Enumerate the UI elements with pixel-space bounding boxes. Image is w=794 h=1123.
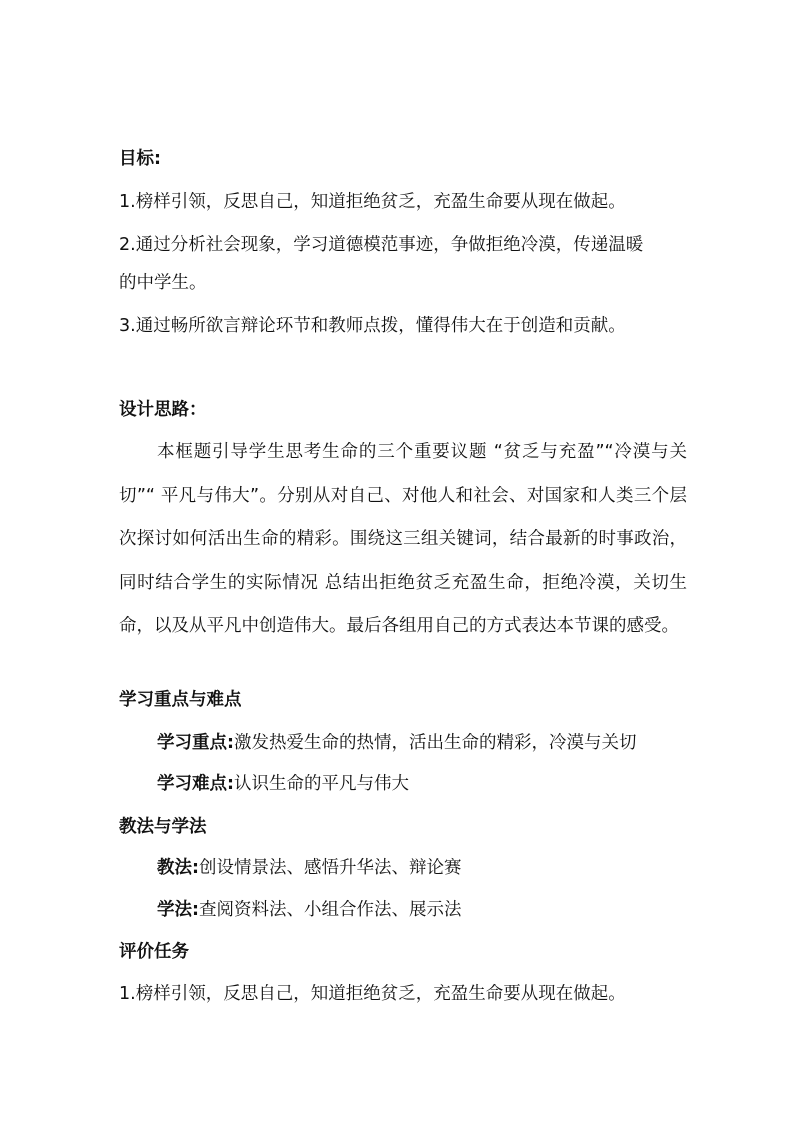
goal-item-3: 3.通过畅所欲言辩论环节和教师点拨，懂得伟大在于创造和贡献。 [119, 316, 626, 336]
goal-item-2-line-2: 的中学生。 [119, 273, 207, 293]
design-paragraph: 本框题引导学生思考生命的三个重要议题 “贫乏与充盈”“冷漠与关切”“ 平凡与伟大”。分别从对自己、对他人和社会、对国家和人类三个层次探讨如何活出生命的精彩。围绕这三组关键词，结合最新的时事政治，同时结合学生的实际情况 总结出拒绝贫乏充盈生命，拒绝冷漠，关切生命，以及从平凡中创造伟大。最后各组用自己的方式表达本节课的感受。 [119, 442, 687, 636]
goal-item-2-line-1: 2.通过分析社会现象，学习道德模范事迹，争做拒绝冷漠，传递温暖 [119, 235, 644, 255]
teaching-label: 教法: [157, 858, 199, 878]
focus-line [157, 731, 637, 755]
difficulty-text: 认识生命的平凡与伟大 [234, 774, 409, 794]
design-heading: 设计思路： [119, 400, 207, 420]
difficulty-label: 学习难点: [157, 774, 234, 794]
learning-method-line [157, 898, 462, 922]
focus-label: 学习重点: [157, 733, 234, 753]
focus-text: 激发热爱生命的热情，活出生命的精彩，冷漠与关切 [234, 733, 637, 753]
methods-heading: 教法与学法 [119, 817, 207, 837]
goal-item-1: 1.榜样引领，反思自己，知道拒绝贫乏，充盈生命要从现在做起。 [119, 192, 626, 212]
key-points-heading: 学习重点与难点 [119, 690, 242, 710]
goals-heading: 目标: [119, 149, 161, 169]
teaching-text: 创设情景法、感悟升华法、辩论赛 [199, 858, 462, 878]
learning-label: 学法: [157, 900, 199, 920]
difficulty-line [157, 772, 409, 796]
evaluation-heading: 评价任务 [119, 942, 189, 962]
evaluation-item-1: 1.榜样引领，反思自己，知道拒绝贫乏，充盈生命要从现在做起。 [119, 984, 626, 1004]
learning-text: 查阅资料法、小组合作法、展示法 [199, 900, 462, 920]
teaching-method-line [157, 856, 462, 880]
